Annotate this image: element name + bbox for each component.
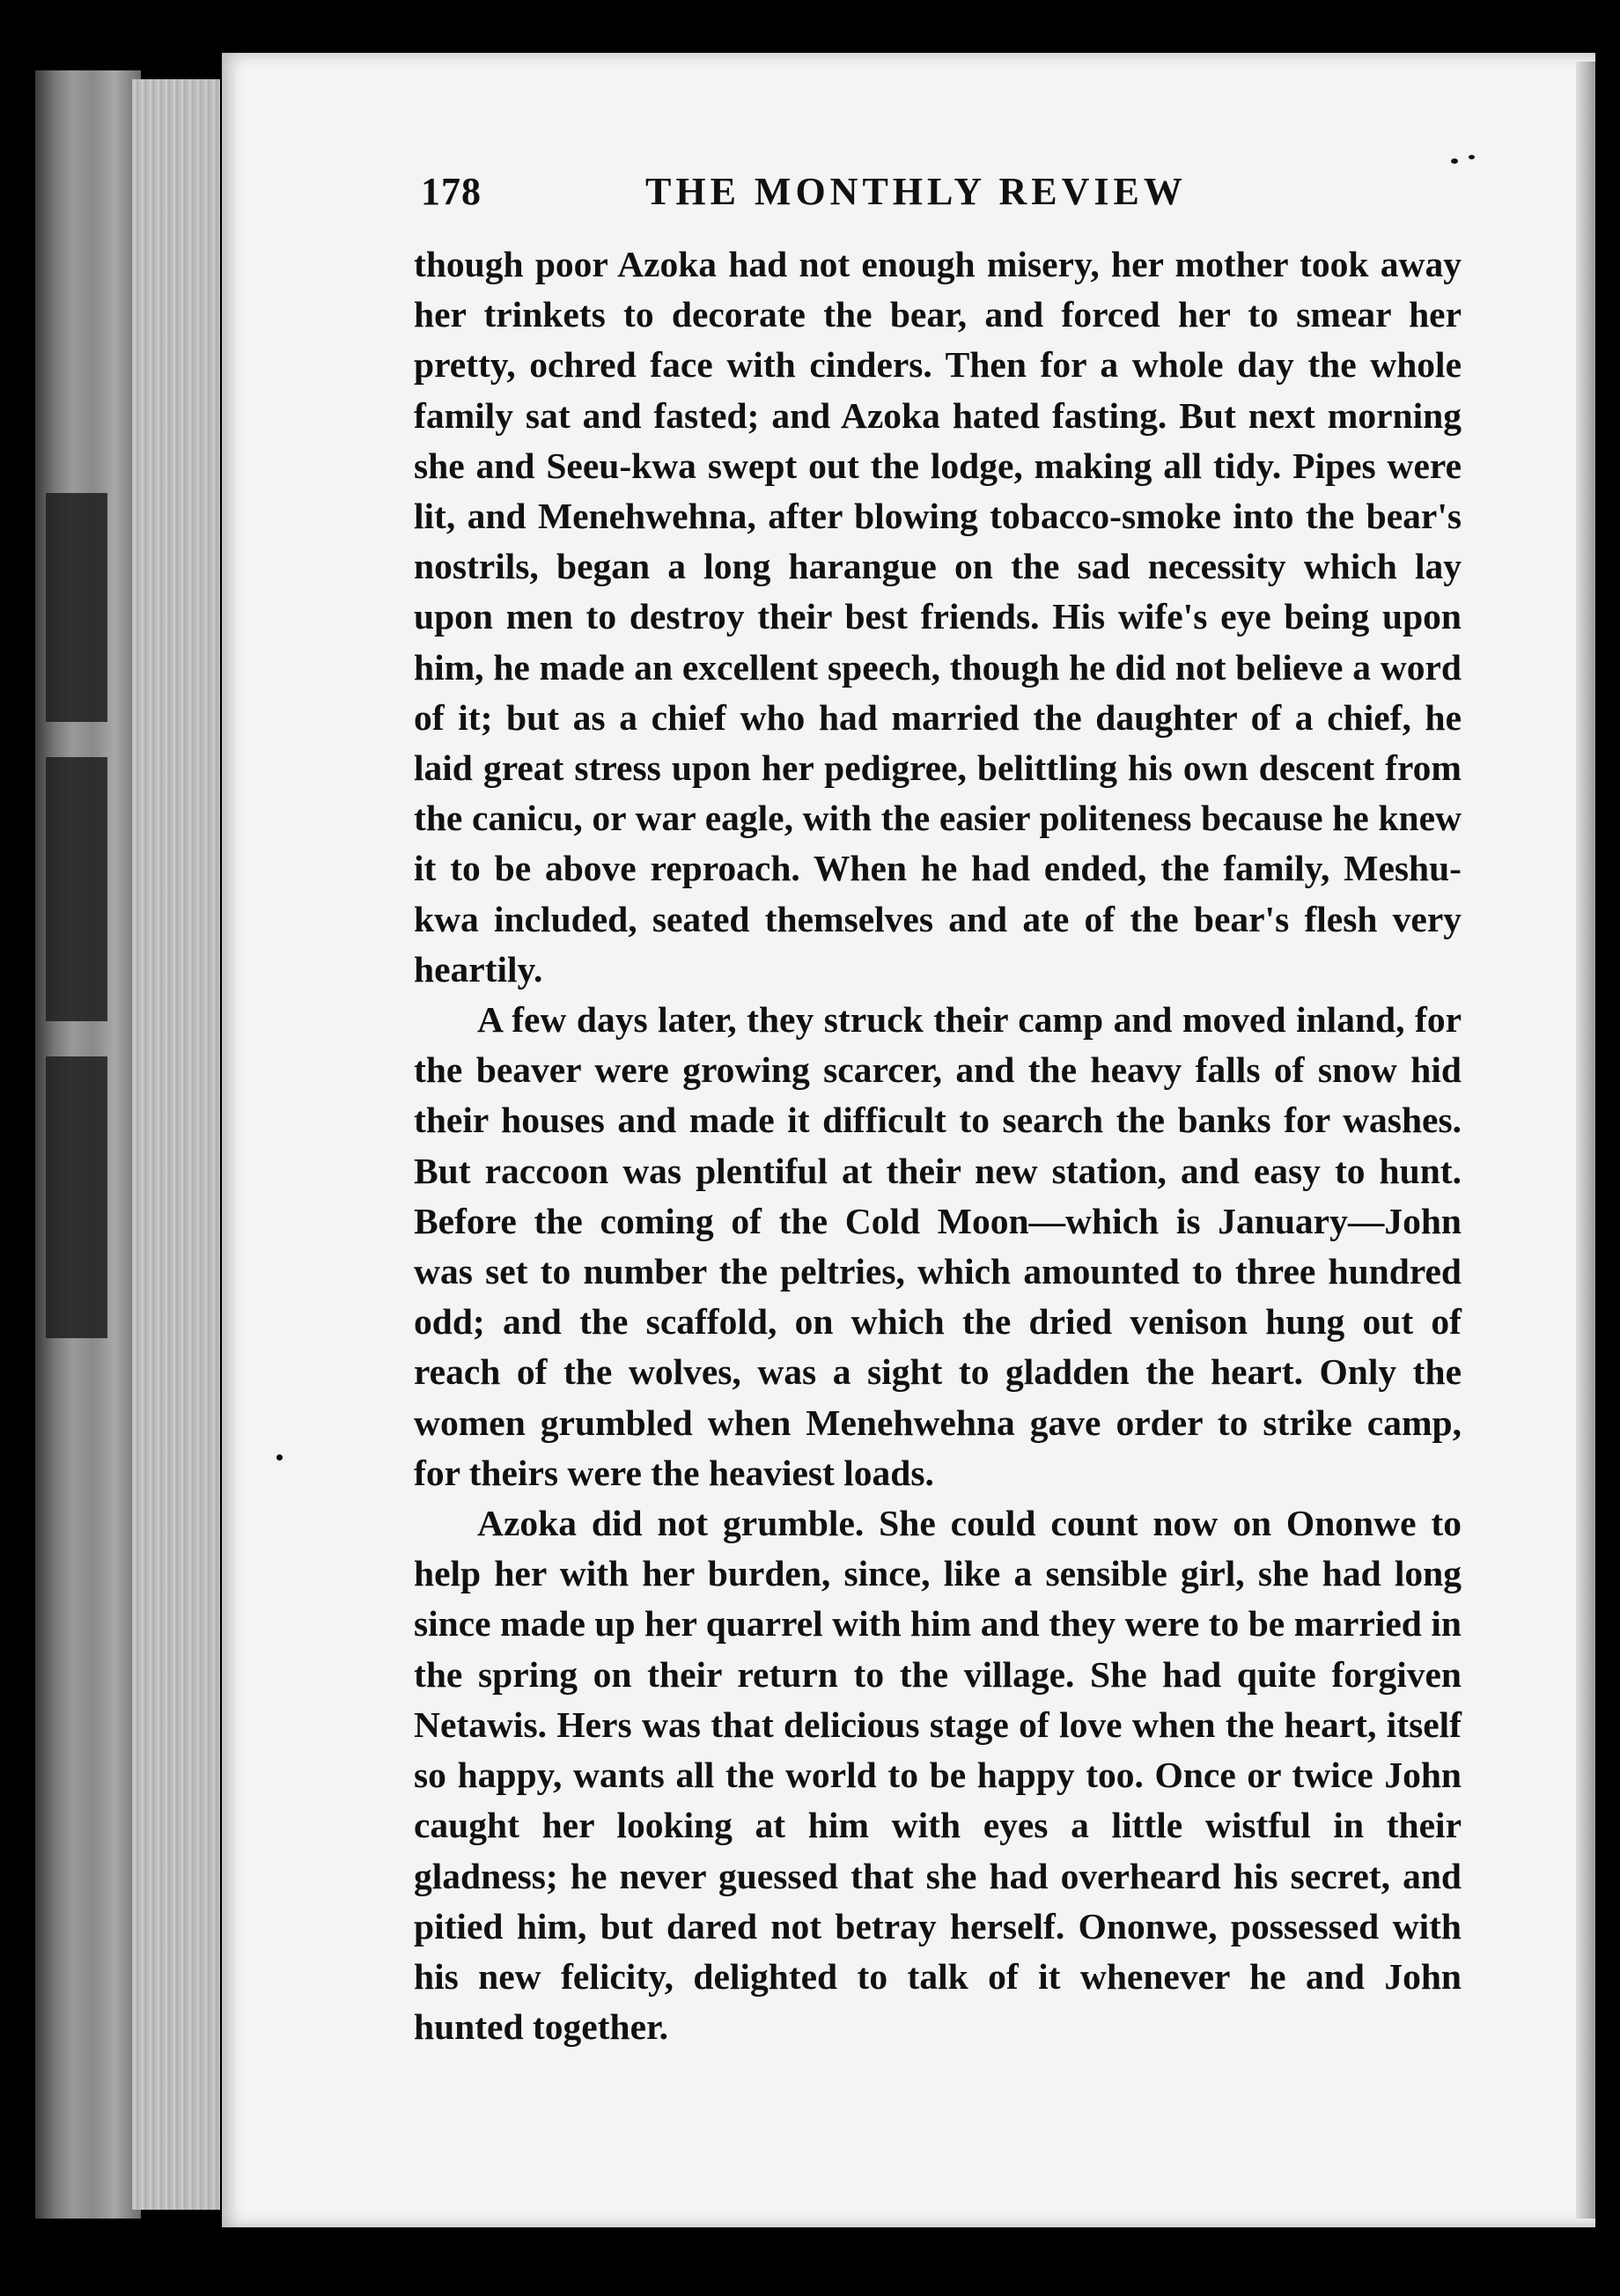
running-title: THE MONTHLY REVIEW	[645, 170, 1187, 213]
spine-mark	[46, 1056, 107, 1338]
page-right-edge	[1576, 62, 1595, 2219]
speck	[1451, 158, 1458, 164]
page-number: 178	[421, 170, 482, 213]
paragraph-3: Azoka did not grumble. She could count now on Ononwe to help her with her burden, since, like a sensible girl, she had long since made up her quarrel with him and they were to be married in the spring on their return to the village. She had quite forgiven Netawis. Hers was that delicious stage of love when the heart, itself so happy, wants all the world to be happy too. Once or twice John caught her looking at him with eyes a little wistful in their gladness; he never guessed that she had overheard his secret, and pitied him, but dared not betray herself. Ononwe, possessed with his new felicity, delighted to talk of it whenever he and John hunted together.	[414, 1503, 1462, 2048]
speck	[276, 1454, 283, 1461]
paragraph-1: though poor Azoka had not enough misery, her mother took away her trinkets to decorate the bear, and forced her to smear her pretty, ochred face with cinders. Then for a whole day the whole family sat and fasted; and Azoka hated fasting. But next morning she and Seeu-kwa swept out the lodge, making all tidy. Pipes were lit, and Menehwehna, after blowing tobacco-smoke into the bear's nostrils, began a long harangue on the sad necessity which lay upon men to destroy their best friends. His wife's eye being upon him, he made an excellent speech, though he did not believe a word of it; but as a chief who had married the daughter of a chief, he laid great stress upon her pedigree, belittling his own descent from the canicu, or war eagle, with the easier politeness because he knew it to be above reproach. When he had ended, the family, Meshu-kwa included, seated themselves and ate of the bear's flesh very heartily.	[414, 244, 1462, 990]
spine-mark	[46, 493, 107, 722]
spine-mark	[46, 757, 107, 1021]
page-header	[421, 169, 1240, 222]
paragraph-2: A few days later, they struck their camp and moved inland, for the beaver were growing scarcer, and the heavy falls of snow hid their houses and made it difficult to search the banks for washes. But raccoon was plentiful at their new station, and easy to hunt. Before the coming of the Cold Moon—which is January—John was set to number the peltries, which amounted to three hundred odd; and the scaffold, on which the dried venison hung out of reach of the wolves, was a sight to gladden the heart. Only the women grumbled when Menehwehna gave order to strike camp, for theirs were the heaviest loads.	[414, 999, 1462, 1493]
speck	[1469, 155, 1475, 159]
page-edges	[132, 79, 220, 2210]
body-text	[414, 239, 1462, 2052]
